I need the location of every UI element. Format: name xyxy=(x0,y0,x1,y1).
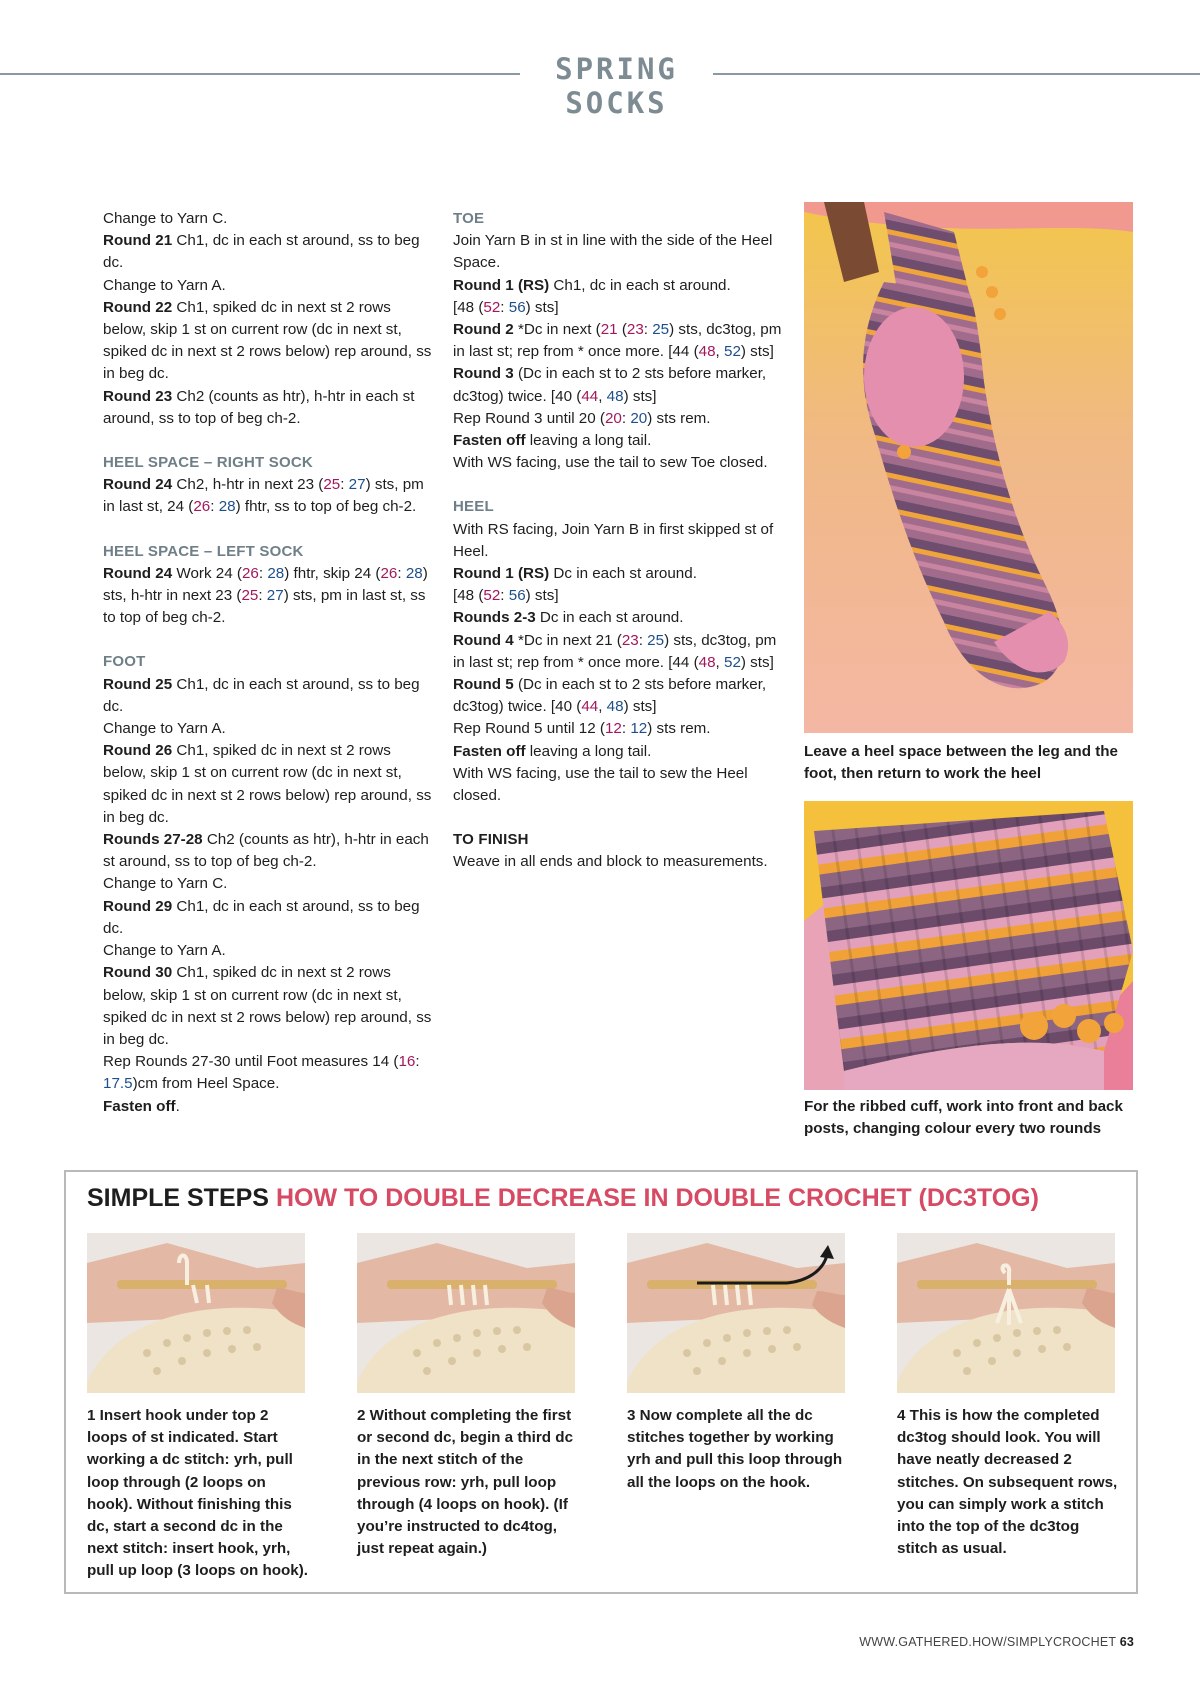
photo-caption-heel-space: Leave a heel space between the leg and the foot, then return to work the heel xyxy=(804,743,1118,783)
step-number: 1 xyxy=(87,1407,96,1424)
footer-url: WWW.GATHERED.HOW/SIMPLYCROCHET xyxy=(859,1635,1116,1649)
pattern-line: Round 4 *Dc in next 21 (23: 25) sts, dc3tog, pm in last st; rep from * once more. [44 (48, 52) sts] xyxy=(453,631,777,671)
step-4-illustration xyxy=(897,1233,1115,1393)
pattern-line: With WS facing, use the tail to sew Toe closed. xyxy=(453,454,768,472)
page-footer xyxy=(859,1635,1134,1649)
step-4-text: 4 This is how the completed dc3tog should look. You will have neatly decreased 2 stitches. On subsequent rows, you can simply work a stitch into the top of the dc3tog stitch as usual. xyxy=(897,1407,1118,1558)
step-1-text: 1 Insert hook under top 2 loops of st indicated. Start working a dc stitch: yrh, pull loop through (2 loops on hook). Without finishing this dc, start a second dc in the next stitch: insert hook, yrh, pull up loop (3 loops on hook). xyxy=(87,1407,309,1580)
pattern-line: Round 5 (Dc in each st to 2 sts before marker, dc3tog) twice. [40 (44, 48) sts] xyxy=(453,676,767,716)
pattern-line: Rep Rounds 27-30 until Foot measures 14 (16: 17.5)cm from Heel Space. xyxy=(103,1053,420,1093)
pattern-column-1 xyxy=(103,208,438,1118)
pattern-line: Round 29 Ch1, dc in each st around, ss to beg dc. xyxy=(103,897,420,937)
simple-steps-label: SIMPLE STEPS xyxy=(87,1184,269,1212)
section-heading-toe: TOE xyxy=(453,210,485,227)
pattern-line: [48 (52: 56) sts] xyxy=(453,587,559,605)
running-head: SPRING SOCKS xyxy=(555,52,678,120)
pattern-line: Round 22 Ch1, spiked dc in next st 2 rows below, skip 1 st on current row (dc in next st, spiked dc in next st 2 rows below) rep around, ss in beg dc. xyxy=(103,298,432,383)
pattern-line: Round 21 Ch1, dc in each st around, ss to beg dc. xyxy=(103,232,420,272)
step-2-photo xyxy=(357,1233,575,1393)
pattern-line: With WS facing, use the tail to sew the Heel closed. xyxy=(453,764,748,805)
pattern-line: Round 3 (Dc in each st to 2 sts before marker, dc3tog) twice. [40 (44, 48) sts] xyxy=(453,365,767,405)
pattern-line: Change to Yarn A. xyxy=(103,942,226,960)
pattern-line: Fasten off leaving a long tail. xyxy=(453,742,652,760)
section-heading-heel-left: HEEL SPACE – LEFT SOCK xyxy=(103,542,304,560)
step-4-photo xyxy=(897,1233,1115,1393)
step-3-text: 3 Now complete all the dc stitches together by working yrh and pull this loop through all the loops on the hook. xyxy=(627,1407,843,1491)
step-number: 2 xyxy=(357,1407,366,1424)
pattern-line: Rounds 2-3 Dc in each st around. xyxy=(453,609,684,627)
pattern-line: Fasten off. xyxy=(103,1097,180,1115)
photo-caption-ribbed-cuff: For the ribbed cuff, work into front and back posts, changing colour every two rounds xyxy=(804,1098,1123,1138)
section-heading-heel: HEEL xyxy=(453,498,494,516)
header-rule-right xyxy=(713,73,1200,75)
pattern-line: Round 30 Ch1, spiked dc in next st 2 rows below, skip 1 st on current row (dc in next st, spiked dc in next st 2 rows below) rep around, ss in beg dc. xyxy=(103,964,432,1048)
pattern-line: Join Yarn B in st in line with the side of the Heel Space. xyxy=(453,232,773,272)
step-1-illustration xyxy=(87,1233,305,1393)
section-heading-to-finish: TO FINISH xyxy=(453,831,529,849)
pattern-line: Round 24 Ch2, h-htr in next 23 (25: 27) sts, pm in last st, 24 (26: 28) fhtr, ss to top of beg ch-2. xyxy=(103,476,424,516)
pattern-line: Round 2 *Dc in next (21 (23: 25) sts, dc3tog, pm in last st; rep from * once more. [44 (48, 52) sts] xyxy=(453,321,782,361)
pattern-line: Round 1 (RS) Dc in each st around. xyxy=(453,565,697,583)
step-2-illustration xyxy=(357,1233,575,1393)
pattern-line: Rounds 27-28 Ch2 (counts as htr), h-htr in each st around, ss to top of beg ch-2. xyxy=(103,831,429,871)
step-1-photo xyxy=(87,1233,305,1393)
pattern-line: Round 1 (RS) Ch1, dc in each st around. xyxy=(453,276,731,294)
step-2-text: 2 Without completing the first or second dc, begin a third dc in the next stitch of the previous row: yrh, pull loop through (4 loops on hook). (If you’re instructed to dc4tog, just repeat again.) xyxy=(357,1407,574,1558)
step-number: 4 xyxy=(897,1407,906,1424)
pattern-line: Round 26 Ch1, spiked dc in next st 2 rows below, skip 1 st on current row (dc in next st, spiked dc in next st 2 rows below) rep around, ss in beg dc. xyxy=(103,742,432,826)
pattern-line: Rep Round 3 until 20 (20: 20) sts rem. xyxy=(453,409,711,427)
step-3-photo xyxy=(627,1233,845,1393)
sock-on-foot-photo xyxy=(804,202,1133,733)
pattern-line: Change to Yarn C. xyxy=(103,875,228,893)
step-number: 3 xyxy=(627,1407,636,1424)
pattern-line: Round 25 Ch1, dc in each st around, ss to beg dc. xyxy=(103,675,420,715)
step-3-illustration xyxy=(627,1233,845,1393)
simple-steps-title xyxy=(87,1184,1039,1213)
pattern-line: With RS facing, Join Yarn B in first skipped st of Heel. xyxy=(453,520,774,560)
pattern-line: [48 (52: 56) sts] xyxy=(453,298,559,316)
pattern-line: Fasten off leaving a long tail. xyxy=(453,432,652,450)
pattern-line: Weave in all ends and block to measurements. xyxy=(453,853,768,871)
pattern-line: Round 24 Work 24 (26: 28) fhtr, skip 24 (26: 28) sts, h-htr in next 23 (25: 27) sts, pm in last st, ss to top of beg ch-2. xyxy=(103,564,428,627)
sock-on-foot-illustration xyxy=(804,202,1133,733)
pattern-line: Rep Round 5 until 12 (12: 12) sts rem. xyxy=(453,720,711,738)
pattern-line: Change to Yarn A. xyxy=(103,720,226,738)
header-rule-left xyxy=(0,73,520,75)
simple-steps-heading: HOW TO DOUBLE DECREASE IN DOUBLE CROCHET (DC3TOG) xyxy=(275,1184,1039,1212)
pattern-line: Change to Yarn C. xyxy=(103,210,228,227)
pattern-line: Round 23 Ch2 (counts as htr), h-htr in each st around, ss to top of beg ch-2. xyxy=(103,387,415,427)
section-heading-heel-right: HEEL SPACE – RIGHT SOCK xyxy=(103,454,313,472)
pattern-line: Change to Yarn A. xyxy=(103,276,226,294)
pattern-column-2 xyxy=(453,208,788,874)
section-heading-foot: FOOT xyxy=(103,653,146,671)
ribbed-cuff-photo xyxy=(804,801,1133,1090)
ribbed-cuff-illustration xyxy=(804,801,1133,1090)
page-number: 63 xyxy=(1119,1635,1134,1649)
